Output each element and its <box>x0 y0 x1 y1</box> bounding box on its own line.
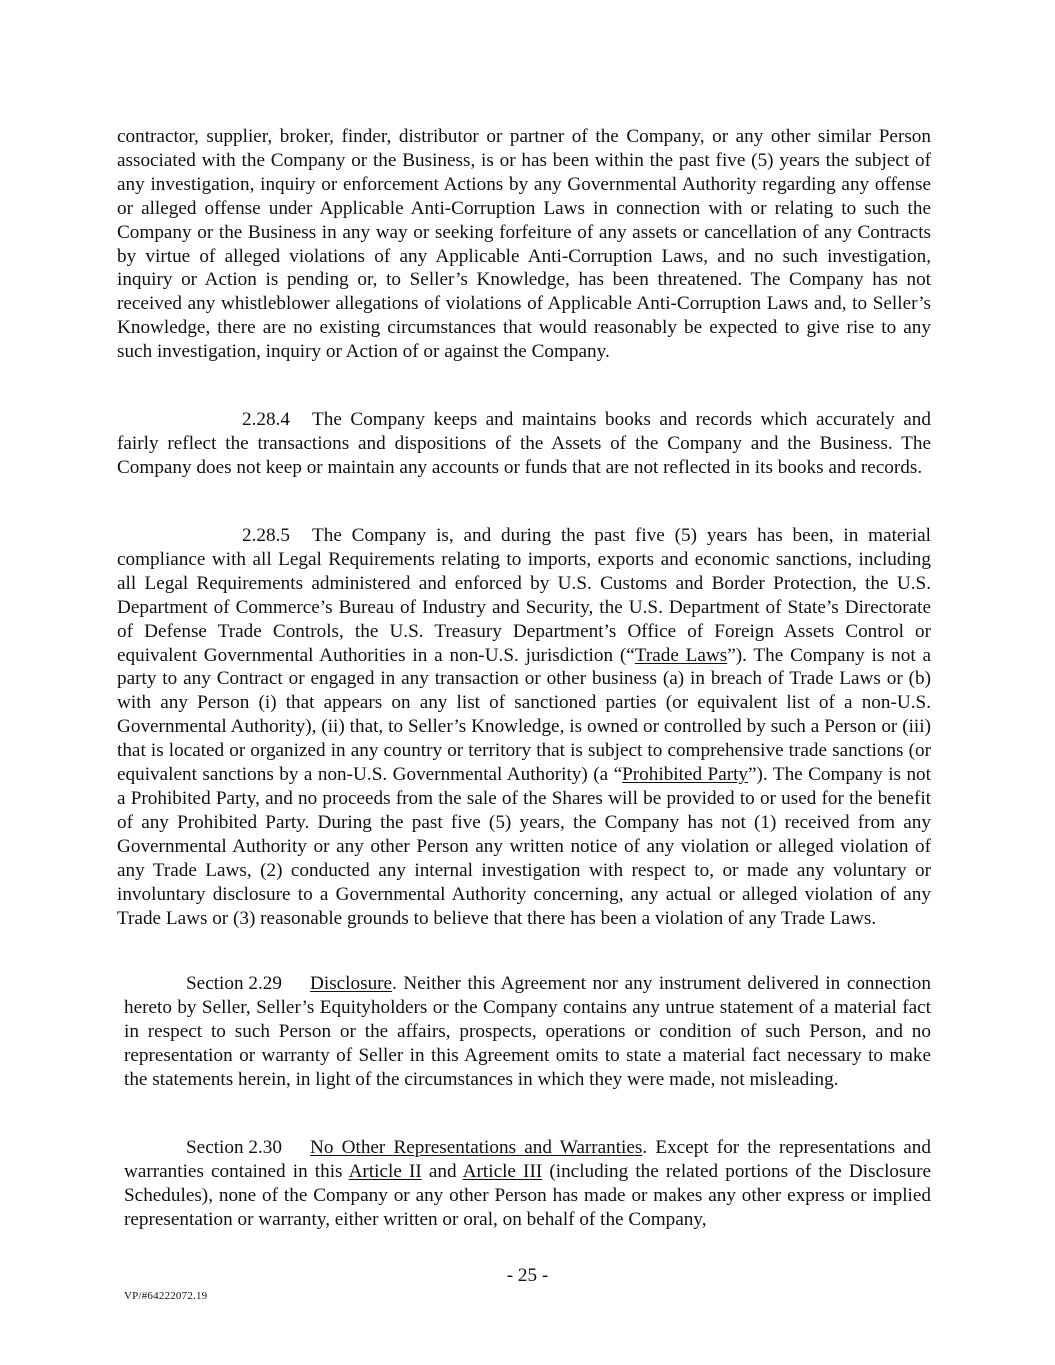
clause-number: 2.28.4 <box>242 409 290 430</box>
page-number: - 25 - <box>506 1265 549 1286</box>
section-2-29-disclosure <box>124 972 931 1092</box>
section-number: Section 2.29 <box>186 973 282 994</box>
article-iii-reference: Article III <box>462 1160 543 1182</box>
paragraph-text: The Company keeps and maintains books and records which accurately and fairly reflect the transactions and dispositions of the Assets of the Company and the Business. The Company does not keep or maintain any accounts or funds that are not reflected in its books and records. <box>117 409 931 478</box>
section-number: Section 2.30 <box>186 1137 282 1158</box>
heading-punctuation: . <box>392 973 404 994</box>
paragraph-text: The Company is, and during the past five (5) years has been, in material compliance with all Legal Requirements relating to imports, exports and economic sanctions, including all Legal Requirements administered and enforced by U.S. Customs and Border Protection, the U.S. Department of Commerce’s Bureau of Industry and Security, the U.S. Department of State’s Directorate of Defense Trade Controls, the U.S. Treasury Department’s Office of Foreign Assets Control or equivalent Governmental Authorities in a non-U.S. jurisdiction (“ <box>117 525 931 666</box>
paragraph-text: Neither this Agreement nor any instrument delivered in connection hereto by Seller, Seller’s Equityholders or the Company contains any untrue statement of a material fact in respect to such Person or the affairs, prospects, operations or condition of such Person, and no representation or warranty of Seller in this Agreement omits to state a material fact necessary to make the statements herein, in light of the circumstances in which they were made, not misleading. <box>124 973 931 1090</box>
paragraph-anti-corruption-continued <box>117 125 931 364</box>
paragraph-text: ”). The Company is not a Prohibited Party, and no proceeds from the sale of the Shares will be provided to or used for the benefit of any Prohibited Party. During the past five (5) years, the Company has not (1) received from any Governmental Authority or any other Person any written notice of any violation or alleged violation of any Trade Laws, (2) conducted any internal investigation with respect to, or made any voluntary or involuntary disclosure to a Governmental Authority concerning, any actual or alleged violation of any Trade Laws or (3) reasonable grounds to believe that there has been a violation of any Trade Laws. <box>117 764 931 929</box>
heading-punctuation: . <box>642 1137 656 1158</box>
paragraph-text: contractor, supplier, broker, finder, distributor or partner of the Company, or any other similar Person associated with the Company or the Business, is or has been within the past five (5) years the subject of any investigation, inquiry or enforcement Actions by any Governmental Authority regarding any offense or alleged offense under Applicable Anti-Corruption Laws in connection with or relating to such the Company or the Business in any way or seeking forfeiture of any assets or cancellation of any Contracts by virtue of alleged violations of any Applicable Anti-Corruption Laws, and no such investigation, inquiry or Action is pending or, to Seller’s Knowledge, has been threatened. The Company has not received any whistleblower allegations of violations of Applicable Anti-Corruption Laws and, to Seller’s Knowledge, there are no existing circumstances that would reasonably be expected to give rise to any such investigation, inquiry or Action of or against the Company. <box>117 126 931 363</box>
paragraph-2-28-4 <box>117 408 931 480</box>
section-heading: Disclosure <box>310 973 393 994</box>
clause-number: 2.28.5 <box>242 525 290 546</box>
paragraph-text: and <box>421 1160 463 1182</box>
section-2-30-no-other-representations <box>124 1136 931 1232</box>
article-ii-reference: Article II <box>348 1160 422 1182</box>
paragraph-2-28-5 <box>117 524 931 930</box>
defined-term-prohibited-party: Prohibited Party <box>622 764 749 786</box>
document-id: VP/#64222072.19 <box>124 1290 208 1302</box>
paragraph-text: ”). The Company is not a party to any Contract or engaged in any transaction or other business (a) in breach of Trade Laws or (b) with any Person (i) that appears on any list of sanctioned parties (or equivalent list of a non-U.S. Governmental Authority), (ii) that, to Seller’s Knowledge, is owned or controlled by such a Person or (iii) that is located or organized in any country or territory that is subject to comprehensive trade sanctions (or equivalent sanctions by a non-U.S. Governmental Authority) (a “ <box>117 644 931 786</box>
paragraph-text: (including the related portions of the Disclosure Schedules), none of the Company or any other Person has made or makes any other express or implied representation or warranty, either written or oral, on behalf of the Company, <box>124 1160 931 1230</box>
paragraph-text: Except for the representations and warranties contained in this <box>124 1137 931 1182</box>
section-heading: No Other Representations and Warranties <box>310 1137 643 1158</box>
defined-term-trade-laws: Trade Laws <box>634 644 728 666</box>
